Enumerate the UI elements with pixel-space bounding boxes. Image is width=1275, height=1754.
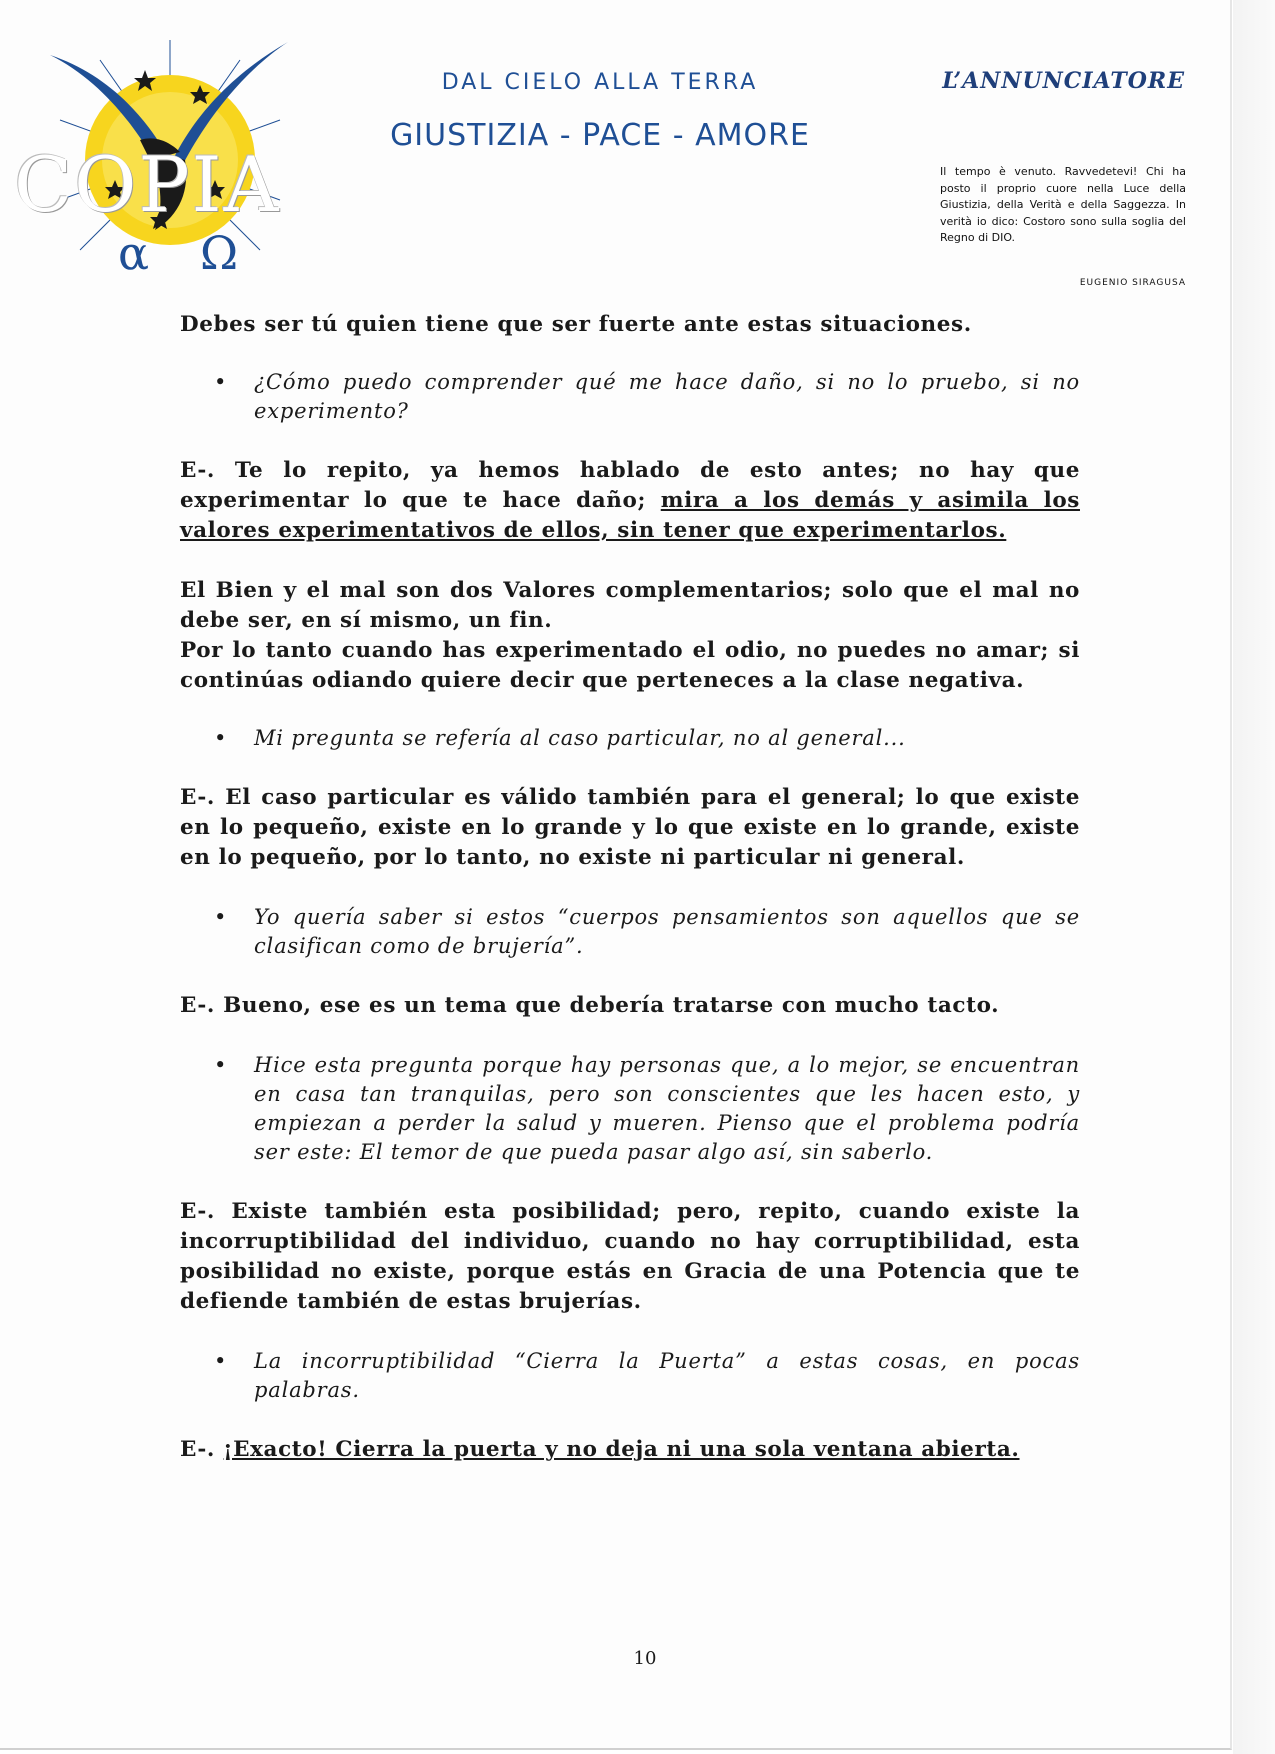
answer-paragraph: E-. Bueno, ese es un tema que debería tratarse con mucho tacto. <box>180 993 1000 1018</box>
paragraph: Por lo tanto cuando has experimentado el odio, no puedes no amar; si continúas odiando quiere decir que perteneces a la clase negativa. <box>180 638 1080 693</box>
answer-paragraph: E-. El caso particular es válido también para el general; lo que existe en lo pequeño, existe en lo grande y lo que existe en lo grande, existe en lo pequeño, por lo tanto, no existe ni particular ni general. <box>180 785 1080 870</box>
question-item <box>214 1051 1080 1167</box>
alpha-symbol: α <box>118 226 150 280</box>
page-number: 10 <box>633 1648 657 1669</box>
answer-text: E-. Te lo repito, ya hemos hablado de esto antes; no hay que experimentar lo que te hace daño; <box>180 458 1080 513</box>
answer-paragraph: E-. Existe también esta posibilidad; pero, repito, cuando existe la incorruptibilidad del individuo, cuando no hay corruptibilidad, esta posibilidad no existe, porque estás en Gracia de una Potencia que te defiende también de estas brujerías. <box>180 1199 1080 1314</box>
page-edge-strip <box>1233 0 1275 1754</box>
bullet-icon: • <box>214 370 228 394</box>
question-item <box>214 724 1080 753</box>
paragraph: Debes ser tú quien tiene que ser fuerte ante estas situaciones. <box>180 312 972 337</box>
quote-author: EUGENIO SIRAGUSA <box>1079 278 1186 288</box>
bullet-icon: • <box>214 1053 228 1077</box>
question-item <box>214 903 1080 961</box>
bullet-icon: • <box>214 1349 228 1373</box>
question-text: Hice esta pregunta porque hay personas que, a lo mejor, se encuentran en casa tan tranquilas, pero son conscientes que les hacen esto, y empiezan a perder la salud y mueren. Pienso que el problema podría ser este: El temor de que pueda pasar algo así, sin saberlo. <box>254 1053 1080 1164</box>
omega-symbol: Ω <box>200 226 239 280</box>
answer-prefix: E-. <box>180 1437 215 1462</box>
question-text: ¿Cómo puedo comprender qué me hace daño, si no lo pruebo, si no experimento? <box>254 370 1080 423</box>
question-text: Mi pregunta se refería al caso particular, no al general... <box>254 726 906 750</box>
publication-title: L’ANNUNCIATORE <box>942 68 1185 94</box>
document-body <box>180 310 1080 1465</box>
header-motto: GIUSTIZIA - PACE - AMORE <box>390 118 810 153</box>
question-item <box>214 1347 1080 1405</box>
copia-watermark: COPIA <box>14 140 281 229</box>
bullet-icon: • <box>214 905 228 929</box>
header-quote: Il tempo è venuto. Ravvedetevi! Chi ha posto il proprio cuore nella Luce della Giustizia, della Verità e della Saggezza. In verità io dico: Costoro sono sulla soglia del Regno di DIO. <box>940 165 1186 244</box>
answer-paragraph <box>180 1435 1080 1465</box>
answer-paragraph <box>180 456 1080 546</box>
question-item <box>214 368 1080 426</box>
paragraph: El Bien y el mal son dos Valores complementarios; solo que el mal no debe ser, en sí mismo, un fin. <box>180 578 1080 633</box>
bullet-icon: • <box>214 726 228 750</box>
answer-underlined-text: mira a los demás y asimila los valores experimentativos de ellos, sin tener que experimentarlos. <box>180 488 1080 543</box>
answer-underlined-text: ¡Exacto! Cierra la puerta y no deja ni una sola ventana abierta. <box>223 1437 1020 1462</box>
question-text: La incorruptibilidad “Cierra la Puerta” a estas cosas, en pocas palabras. <box>254 1349 1080 1402</box>
question-text: Yo quería saber si estos “cuerpos pensamientos son aquellos que se clasifican como de brujería”. <box>254 905 1080 958</box>
header-tagline: DAL CIELO ALLA TERRA <box>441 70 759 95</box>
